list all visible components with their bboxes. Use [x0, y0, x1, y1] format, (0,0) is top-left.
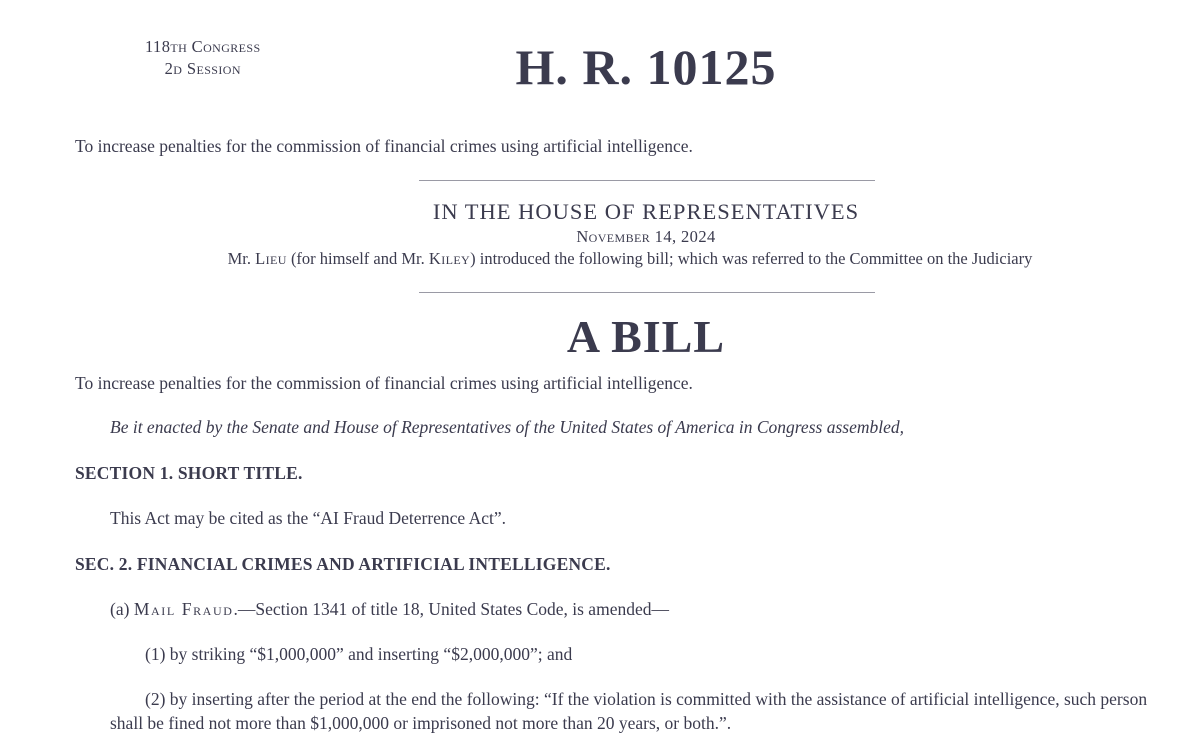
sponsor-middle: (for himself and Mr. [286, 249, 429, 268]
section-1-text: This Act may be cited as the “AI Fraud Deterrence Act”. [110, 508, 507, 528]
top-divider [419, 180, 875, 181]
paragraph-1: (1) by striking “$1,000,000” and inserting “$2,000,000”; and [145, 644, 573, 664]
subsection-a-text: .—Section 1341 of title 18, United States Code, is amended— [233, 599, 669, 619]
bill-header [75, 36, 1155, 108]
bill-number: H. R. 10125 [515, 39, 777, 95]
subsection-a-prefix: (a) [110, 599, 134, 619]
bill-type-heading: A BILL [566, 311, 726, 362]
paragraph-2: (2) by inserting after the period at the end the following: “If the violation is committed with the assistance of artificial intelligence, such person shall be fined not more than $1,000,000 or imprisoned not more than 20 years, or both.”. [110, 689, 1148, 733]
subsection-a-term: Mail Fraud [133, 599, 234, 619]
sponsor-name: Lieu [255, 249, 287, 268]
bottom-divider [419, 292, 875, 293]
session-label: 2d Session [164, 59, 241, 78]
subsection-a [75, 597, 1155, 621]
congress-number: 118th Congress [145, 37, 261, 56]
chamber-heading: IN THE HOUSE OF REPRESENTATIVES [432, 199, 860, 224]
official-title: To increase penalties for the commission of financial crimes using artificial intelligence. [75, 136, 693, 156]
introduction-date: November 14, 2024 [576, 227, 716, 246]
section-2-heading: SEC. 2. FINANCIAL CRIMES AND ARTIFICIAL INTELLIGENCE. [75, 554, 611, 574]
sponsor-prefix: Mr. [227, 249, 256, 268]
sponsor-line [75, 248, 1155, 270]
section-1-heading: SECTION 1. SHORT TITLE. [75, 463, 303, 483]
enacting-clause: Be it enacted by the Senate and House of Representatives of the United States of America in Congress assembled, [110, 417, 904, 437]
sponsor-suffix: ) introduced the following bill; which was referred to the Committee on the Judiciary [470, 249, 1033, 268]
long-title: To increase penalties for the commission of financial crimes using artificial intelligence. [75, 373, 693, 393]
cosponsor-name: Kiley [428, 249, 471, 268]
